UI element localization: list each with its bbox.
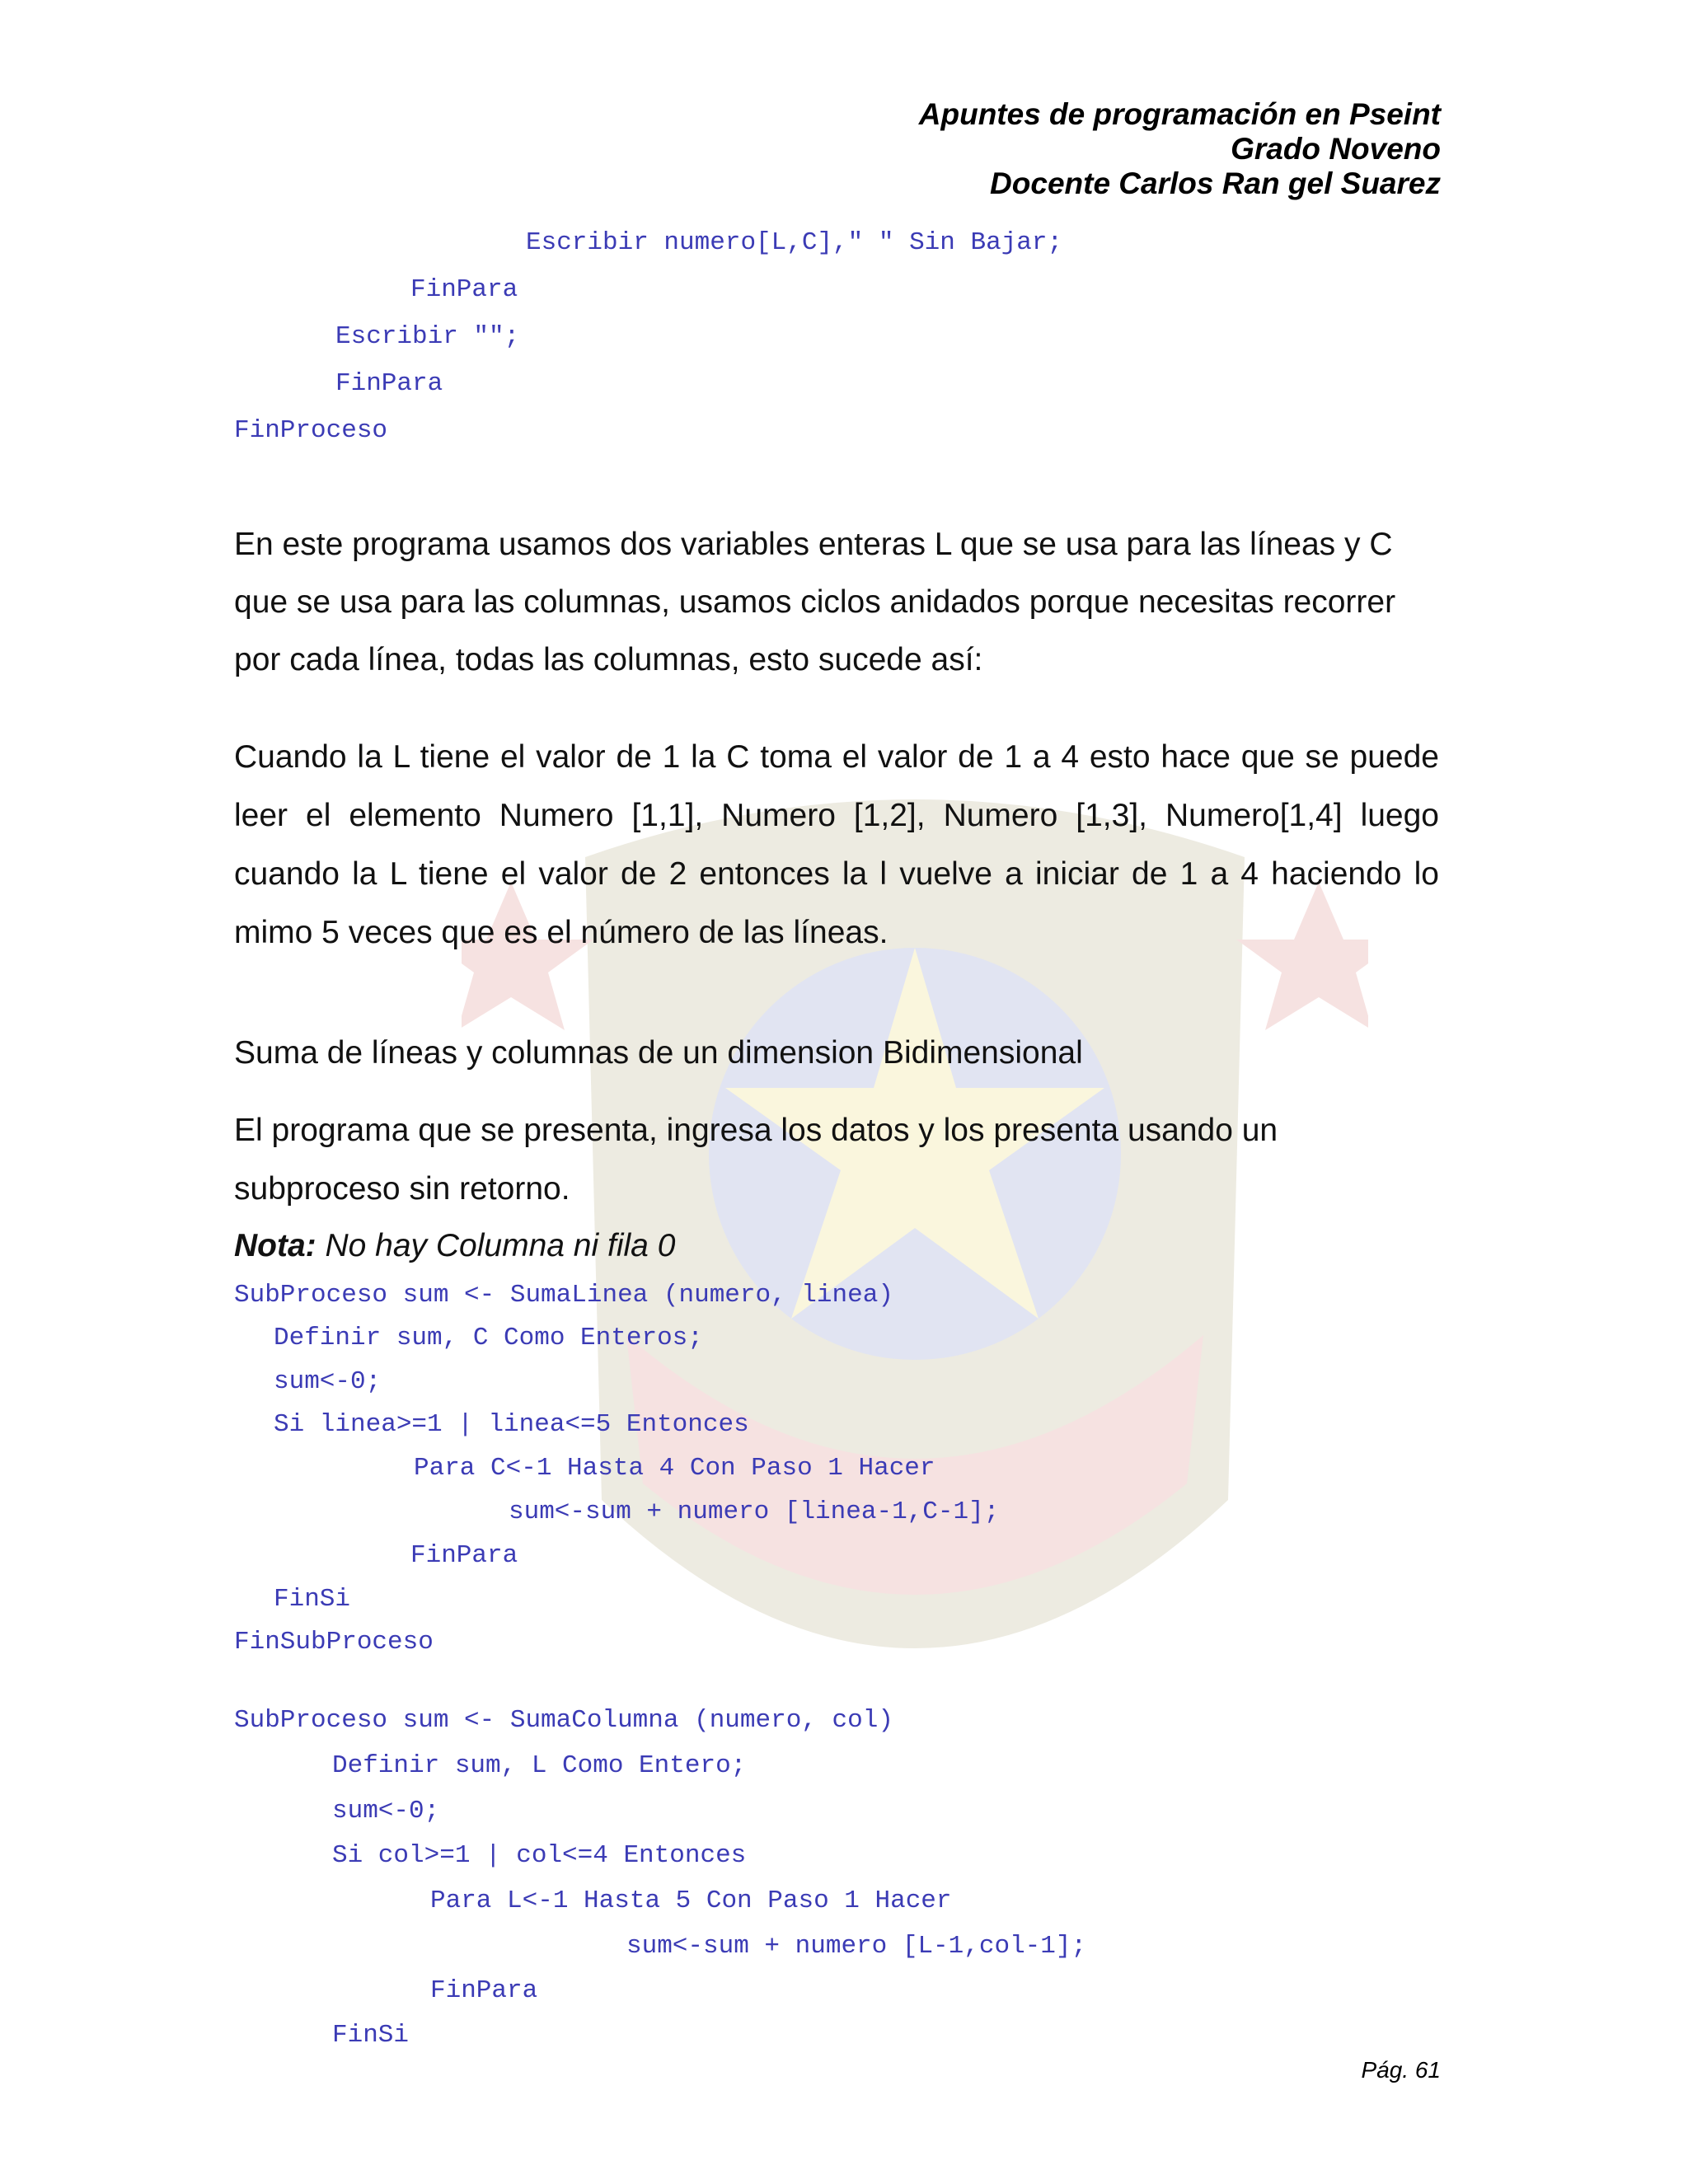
section-title: Suma de líneas y columnas de un dimension Bidimensional <box>234 1035 1083 1071</box>
page-number: Pág. 61 <box>1361 2057 1441 2083</box>
paragraph-example: Cuando la L tiene el valor de 1 la C toma el valor de 1 a 4 esto hace que se puede leer el elemento Numero [1,1], Numero [1,2], Numero [1,3], Numero[1,4] luego cuando la L tiene el valor de 2 entonces la l vuelve a iniciar de 1 a 4 haciendo lo mimo 5 veces que es el número de las líneas. <box>234 739 1439 950</box>
code-line: Si col>=1 | col<=4 Entonces <box>332 1841 747 1870</box>
code-line: Escribir ""; <box>335 322 520 351</box>
code-line: FinPara <box>410 275 518 304</box>
code-line: FinSi <box>274 1585 351 1614</box>
note-text: No hay Columna ni fila 0 <box>316 1228 676 1263</box>
code-line: SubProceso sum <- SumaColumna (numero, col) <box>234 1706 893 1735</box>
code-line: sum<-0; <box>274 1367 382 1396</box>
note-label: Nota: <box>234 1228 316 1263</box>
header-title: Apuntes de programación en Pseint <box>918 97 1441 131</box>
paragraph-explanation: En este programa usamos dos variables enteras L que se usa para las líneas y C que se usa para las columnas, usamos ciclos anidados porque necesitas recorrer por cada línea, todas las columnas, esto sucede así: <box>234 527 1396 677</box>
code-line: FinProceso <box>234 416 388 445</box>
code-line: FinSi <box>332 2021 410 2050</box>
code-line: Para L<-1 Hasta 5 Con Paso 1 Hacer <box>430 1886 952 1915</box>
code-line: FinPara <box>335 369 443 398</box>
code-line: FinSubProceso <box>234 1628 434 1657</box>
code-line: FinPara <box>430 1976 538 2005</box>
header-grade: Grado Noveno <box>1231 132 1441 166</box>
code-line: Para C<-1 Hasta 4 Con Paso 1 Hacer <box>414 1454 935 1483</box>
paragraph-intro: El programa que se presenta, ingresa los datos y los presenta usando un subproceso sin retorno. <box>234 1113 1278 1207</box>
code-line: sum<-sum + numero [L-1,col-1]; <box>626 1932 1087 1961</box>
note <box>234 1223 1439 1269</box>
document-header <box>919 97 1441 201</box>
header-teacher: Docente Carlos Ran gel Suarez <box>990 166 1441 200</box>
code-line: sum<-0; <box>332 1797 440 1825</box>
code-line: Escribir numero[L,C]," " Sin Bajar; <box>526 228 1063 257</box>
code-line: Si linea>=1 | linea<=5 Entonces <box>274 1410 749 1439</box>
code-line: Definir sum, C Como Enteros; <box>274 1324 703 1352</box>
code-line: FinPara <box>410 1541 518 1570</box>
code-line: SubProceso sum <- SumaLinea (numero, linea) <box>234 1281 893 1310</box>
code-line: sum<-sum + numero [linea-1,C-1]; <box>509 1497 1000 1526</box>
code-line: Definir sum, L Como Entero; <box>332 1751 747 1780</box>
